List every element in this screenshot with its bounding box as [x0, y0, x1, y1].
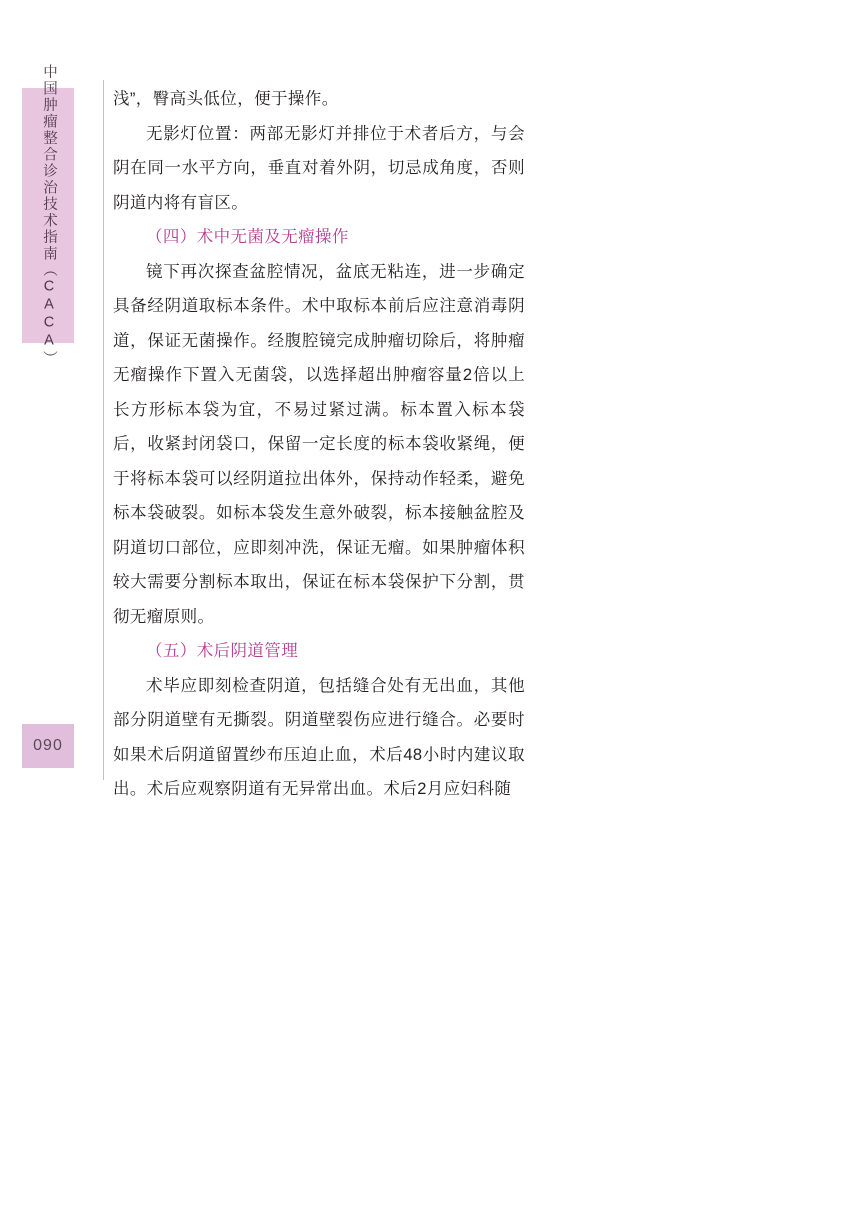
continued-line: 浅”，臀高头低位，便于操作。 [113, 90, 339, 108]
paragraph-postoperative-vaginal-management: 术毕应即刻检查阴道，包括缝合处有无出血，其他部分阴道壁有无撕裂。阴道壁裂伤应进行缝合。必要时如果术后阴道留置纱布压迫止血，术后48小时内建议取出。术后应观察阴道有无异常出血。术后2月应妇科随 [113, 676, 525, 798]
text-column [113, 82, 525, 807]
page-number-label: 090 [33, 737, 63, 754]
paragraph-shadowless-lamp: 无影灯位置：两部无影灯并排位于术者后方，与会阴在同一水平方向，垂直对着外阴，切忌成角度，否则阴道内将有盲区。 [113, 124, 525, 212]
margin-divider [103, 80, 104, 780]
section-heading-five: （五）术后阴道管理 [146, 642, 299, 660]
section-heading-four: （四）术中无菌及无瘤操作 [146, 228, 349, 246]
book-title-tab [22, 64, 74, 367]
paragraph-aseptic-operation: 镜下再次探查盆腔情况，盆底无粘连，进一步确定具备经阴道取标本条件。术中取标本前后应注意消毒阴道，保证无菌操作。经腹腔镜完成肿瘤切除后，将肿瘤无瘤操作下置入无菌袋，以选择超出肿瘤容量2倍以上长方形标本袋为宜，不易过紧过满。标本置入标本袋后，收紧封闭袋口，保留一定长度的标本袋收紧绳，便于将标本袋可以经阴道拉出体外，保持动作轻柔，避免标本袋破裂。如标本袋发生意外破裂，标本接触盆腔及阴道切口部位，应即刻冲洗，保证无瘤。如果肿瘤体积较大需要分割标本取出，保证在标本袋保护下分割，贯彻无瘤原则。 [113, 262, 525, 626]
page-number-badge [22, 724, 74, 768]
book-title-label: 中国肿瘤整合诊治技术指南（CACA） [40, 64, 57, 367]
